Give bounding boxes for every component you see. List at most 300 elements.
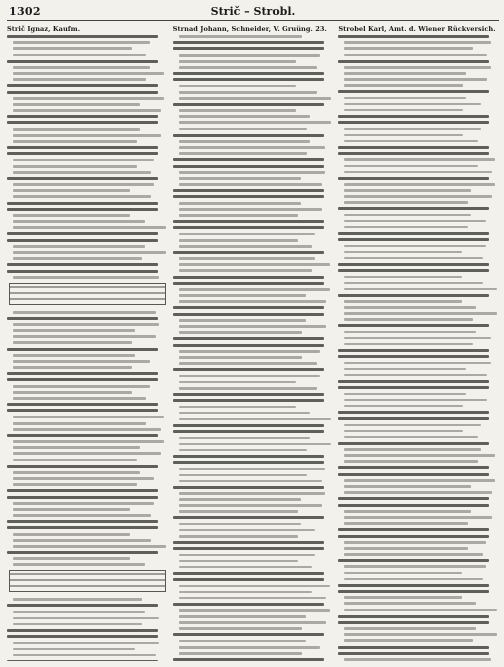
entry-detail-line — [344, 54, 487, 57]
entry-name-line — [338, 269, 489, 272]
entry-name-line — [173, 276, 324, 279]
entry-detail-line — [13, 134, 161, 137]
entry-detail-line — [179, 233, 316, 236]
entry-detail-line — [179, 566, 312, 569]
entry-detail-line — [344, 97, 466, 100]
entry-name-line — [338, 466, 489, 469]
entry-detail-line — [344, 134, 463, 137]
entry-name-line — [338, 207, 489, 210]
entry-detail-line — [13, 452, 161, 455]
entry-name-line — [338, 349, 489, 352]
entry-name-line — [173, 165, 324, 168]
entry-detail-line — [179, 97, 332, 100]
entry-detail-line — [344, 578, 482, 581]
entry-detail-line — [344, 658, 490, 661]
entry-name-line — [7, 403, 158, 406]
entry-name-line — [338, 497, 489, 500]
entry-detail-line — [179, 609, 330, 612]
entry-name-line — [173, 72, 324, 75]
entry-detail-line — [344, 300, 461, 303]
entry-detail-line — [179, 115, 311, 118]
entry-detail-line — [179, 437, 311, 440]
entry-name-line — [338, 417, 489, 420]
entry-name-line — [7, 121, 158, 124]
entry-detail-line — [344, 78, 487, 81]
entry-detail-line — [344, 627, 476, 630]
entry-detail-line — [13, 311, 156, 314]
entry-detail-line — [179, 652, 303, 655]
entry-detail-line — [179, 294, 306, 297]
entry-detail-line — [344, 448, 481, 451]
entry-detail-line — [179, 443, 332, 446]
entry-detail-line — [179, 54, 320, 57]
entry-detail-line — [344, 171, 492, 174]
entry-name-line — [7, 35, 158, 38]
entry-detail-line — [13, 428, 161, 431]
entry-detail-line — [344, 201, 468, 204]
column-2 — [173, 25, 334, 661]
entry-name-line — [7, 520, 158, 523]
entry-name-line — [173, 158, 324, 161]
entry-detail-line — [344, 189, 471, 192]
entry-detail-line — [344, 251, 461, 254]
entry-detail-line — [179, 504, 322, 507]
advertisement-box — [9, 570, 166, 592]
entry-detail-line — [13, 97, 164, 100]
entry-name-line — [7, 372, 158, 375]
entry-detail-line — [344, 491, 492, 494]
entry-detail-line — [344, 140, 477, 143]
entry-detail-line — [13, 611, 145, 614]
entry-name-line — [7, 202, 158, 205]
entry-detail-line — [344, 226, 468, 229]
entry-detail-line — [13, 189, 130, 192]
entry-name-line — [173, 461, 324, 464]
entry-name-line — [7, 115, 158, 118]
entry-detail-line — [13, 354, 135, 357]
entry-detail-line — [344, 84, 463, 87]
entry-name-line — [338, 535, 489, 538]
entry-name-line — [7, 60, 158, 63]
entry-name-line — [173, 399, 324, 402]
entry-name-line — [338, 590, 489, 593]
entry-detail-line — [344, 47, 473, 50]
column-first-line: Strnad Johann, Schneider, V. Gruüng. 23. — [172, 25, 327, 33]
entry-detail-line — [13, 54, 146, 57]
entry-detail-line — [179, 85, 296, 88]
entry-detail-line — [179, 109, 296, 112]
entry-name-line — [7, 660, 158, 661]
entry-detail-line — [344, 547, 468, 550]
entry-detail-line — [179, 449, 308, 452]
entry-name-line — [7, 91, 158, 94]
entry-name-line — [173, 516, 324, 519]
entry-detail-line — [179, 269, 312, 272]
entry-detail-line — [13, 214, 130, 217]
entry-detail-line — [179, 319, 306, 322]
entry-detail-line — [344, 510, 471, 513]
entry-name-line — [7, 348, 158, 351]
entry-detail-line — [344, 424, 481, 427]
entry-lines — [7, 35, 168, 661]
entry-name-line — [173, 47, 324, 50]
entry-name-line — [173, 282, 324, 285]
entry-name-line — [7, 317, 158, 320]
entry-detail-line — [13, 245, 145, 248]
entry-detail-line — [13, 195, 151, 198]
entry-name-line — [338, 646, 489, 649]
entry-name-line — [7, 208, 158, 211]
entry-detail-line — [179, 387, 317, 390]
entry-detail-line — [13, 539, 151, 542]
entry-name-line — [7, 434, 158, 437]
entry-name-line — [173, 572, 324, 575]
entry-detail-line — [344, 72, 466, 75]
entry-detail-line — [179, 331, 303, 334]
entry-detail-line — [344, 516, 492, 519]
entry-name-line — [173, 455, 324, 458]
entry-detail-line — [179, 468, 325, 471]
entry-detail-line — [13, 648, 135, 651]
entry-name-line — [338, 621, 489, 624]
entry-name-line — [338, 559, 489, 562]
entry-detail-line — [13, 514, 151, 517]
entry-name-line — [173, 103, 324, 106]
entry-detail-line — [344, 565, 485, 568]
entry-detail-line — [13, 459, 137, 462]
entry-detail-line — [13, 654, 156, 657]
entry-detail-line — [344, 633, 497, 636]
entry-detail-line — [13, 440, 164, 443]
entry-detail-line — [344, 393, 466, 396]
entry-detail-line — [13, 109, 161, 112]
entry-name-line — [338, 238, 489, 241]
entry-detail-line — [344, 596, 461, 599]
entry-name-line — [173, 658, 324, 661]
entry-detail-line — [344, 245, 485, 248]
entry-name-line — [173, 393, 324, 396]
entry-detail-line — [13, 397, 146, 400]
entry-name-line — [173, 603, 324, 606]
entry-detail-line — [179, 510, 298, 513]
entry-detail-line — [13, 422, 146, 425]
entry-name-line — [7, 496, 158, 499]
entry-detail-line — [13, 502, 154, 505]
entry-detail-line — [344, 128, 481, 131]
entry-detail-line — [13, 329, 135, 332]
entry-name-line — [338, 294, 489, 297]
entry-detail-line — [179, 325, 327, 328]
entry-name-line — [173, 306, 324, 309]
entry-detail-line — [13, 557, 130, 560]
column-first-line: Strobel Karl, Amt. d. Wiener Rückversich. — [338, 25, 496, 33]
entry-name-line — [173, 251, 324, 254]
entry-detail-line — [344, 553, 482, 556]
entry-detail-line — [179, 362, 317, 365]
entry-detail-line — [179, 146, 325, 149]
entry-name-line — [173, 578, 324, 581]
advertisement-box — [9, 283, 166, 305]
entry-detail-line — [344, 195, 492, 198]
entry-detail-line — [344, 158, 495, 161]
entry-name-line — [338, 263, 489, 266]
entry-detail-line — [13, 103, 140, 106]
entry-name-line — [173, 547, 324, 550]
entry-detail-line — [179, 492, 325, 495]
entry-lines — [173, 35, 334, 661]
entry-name-line — [7, 177, 158, 180]
entry-detail-line — [344, 436, 477, 439]
entry-name-line — [338, 121, 489, 124]
entry-detail-line — [179, 121, 332, 124]
entry-name-line — [338, 615, 489, 618]
entry-detail-line — [13, 78, 146, 81]
entry-detail-line — [13, 276, 159, 279]
entry-detail-line — [179, 66, 317, 69]
entry-detail-line — [13, 477, 154, 480]
entry-detail-line — [13, 220, 145, 223]
entry-detail-line — [13, 598, 142, 601]
entry-detail-line — [179, 257, 316, 260]
entry-detail-line — [13, 128, 140, 131]
entry-detail-line — [344, 288, 497, 291]
entry-detail-line — [344, 66, 490, 69]
entry-name-line — [7, 604, 158, 607]
entry-detail-line — [179, 529, 316, 532]
entry-detail-line — [179, 35, 303, 38]
entry-name-line — [7, 551, 158, 554]
entry-detail-line — [179, 140, 311, 143]
column-1 — [7, 25, 168, 661]
entry-detail-line — [13, 623, 142, 626]
entry-detail-line — [344, 282, 482, 285]
entry-detail-line — [179, 640, 306, 643]
entry-detail-line — [179, 591, 312, 594]
entry-name-line — [338, 504, 489, 507]
entry-detail-line — [179, 585, 330, 588]
entry-detail-line — [13, 446, 140, 449]
entry-detail-line — [13, 471, 140, 474]
entry-detail-line — [344, 306, 476, 309]
entry-detail-line — [344, 541, 485, 544]
entry-name-line — [173, 486, 324, 489]
entry-detail-line — [13, 140, 137, 143]
entry-name-line — [338, 473, 489, 476]
entry-detail-line — [13, 563, 145, 566]
column-first-line: Strič Ignaz, Kaufm. — [7, 25, 81, 33]
entry-detail-line — [179, 177, 301, 180]
entry-detail-line — [179, 91, 317, 94]
entry-name-line — [338, 442, 489, 445]
entry-detail-line — [179, 498, 301, 501]
entry-name-line — [7, 409, 158, 412]
entry-detail-line — [344, 214, 471, 217]
entry-detail-line — [13, 165, 137, 168]
entry-name-line — [338, 355, 489, 358]
entry-detail-line — [344, 337, 490, 340]
entry-detail-line — [344, 165, 477, 168]
entry-detail-line — [13, 159, 154, 162]
entry-detail-line — [13, 533, 130, 536]
entry-detail-line — [13, 47, 132, 50]
entry-detail-line — [344, 183, 495, 186]
entry-detail-line — [179, 245, 312, 248]
entry-name-line — [173, 134, 324, 137]
entry-name-line — [338, 152, 489, 155]
entry-detail-line — [344, 343, 473, 346]
entry-name-line — [338, 528, 489, 531]
entry-name-line — [338, 232, 489, 235]
entry-detail-line — [13, 341, 132, 344]
entry-name-line — [7, 239, 158, 242]
entry-detail-line — [179, 535, 298, 538]
entry-name-line — [173, 541, 324, 544]
entry-detail-line — [344, 312, 497, 315]
entry-name-line — [7, 146, 158, 149]
entry-detail-line — [179, 288, 330, 291]
entry-detail-line — [344, 220, 485, 223]
entry-detail-line — [13, 257, 142, 260]
entry-detail-line — [13, 385, 150, 388]
entry-detail-line — [344, 41, 490, 44]
entry-name-line — [173, 368, 324, 371]
entry-detail-line — [13, 226, 166, 229]
entry-detail-line — [13, 251, 166, 254]
entry-name-line — [7, 489, 158, 492]
entry-detail-line — [179, 128, 308, 131]
entry-detail-line — [13, 72, 164, 75]
entry-detail-line — [179, 597, 327, 600]
entry-detail-line — [179, 412, 311, 415]
entry-detail-line — [13, 360, 150, 363]
entry-detail-line — [344, 454, 495, 457]
entry-name-line — [338, 652, 489, 655]
entry-name-line — [338, 411, 489, 414]
entry-detail-line — [344, 368, 466, 371]
entry-detail-line — [179, 560, 298, 563]
entry-name-line — [7, 84, 158, 87]
entry-name-line — [338, 146, 489, 149]
entry-detail-line — [13, 617, 159, 620]
entry-detail-line — [179, 474, 308, 477]
entry-name-line — [173, 226, 324, 229]
entry-detail-line — [179, 263, 330, 266]
entry-detail-line — [179, 239, 298, 242]
entry-detail-line — [344, 405, 463, 408]
entry-name-line — [338, 90, 489, 93]
entry-detail-line — [344, 318, 473, 321]
entry-detail-line — [179, 202, 301, 205]
entry-name-line — [173, 424, 324, 427]
entry-detail-line — [13, 41, 150, 44]
entry-detail-line — [344, 522, 468, 525]
entry-name-line — [173, 195, 324, 198]
page-number: 1302 — [9, 5, 41, 18]
entry-name-line — [173, 337, 324, 340]
entry-detail-line — [179, 615, 306, 618]
entry-detail-line — [179, 375, 320, 378]
entry-name-line — [338, 584, 489, 587]
entry-name-line — [338, 380, 489, 383]
entry-detail-line — [344, 639, 473, 642]
entry-detail-line — [179, 214, 298, 217]
entry-detail-line — [179, 183, 322, 186]
entry-detail-line — [179, 381, 296, 384]
entry-detail-line — [13, 366, 132, 369]
entry-name-line — [338, 115, 489, 118]
entry-detail-line — [344, 276, 461, 279]
entry-detail-line — [13, 508, 130, 511]
entry-name-line — [7, 526, 158, 529]
entry-detail-line — [13, 323, 159, 326]
entry-detail-line — [344, 609, 497, 612]
entry-name-line — [7, 152, 158, 155]
entry-detail-line — [344, 109, 463, 112]
entry-detail-line — [344, 460, 477, 463]
entry-detail-line — [13, 66, 150, 69]
entry-name-line — [7, 232, 158, 235]
page-header — [7, 6, 499, 21]
entry-name-line — [7, 270, 158, 273]
column-3 — [338, 25, 499, 661]
entry-detail-line — [344, 602, 476, 605]
entry-name-line — [338, 60, 489, 63]
entry-name-line — [173, 313, 324, 316]
entry-name-line — [173, 78, 324, 81]
entry-detail-line — [179, 350, 320, 353]
entry-name-line — [173, 189, 324, 192]
entry-name-line — [7, 629, 158, 632]
entry-detail-line — [179, 406, 296, 409]
entry-detail-line — [179, 208, 322, 211]
entry-name-line — [7, 263, 158, 266]
entry-detail-line — [179, 300, 327, 303]
entry-detail-line — [344, 399, 487, 402]
entry-detail-line — [344, 257, 482, 260]
entry-detail-line — [13, 335, 156, 338]
running-head: Strič – Strobl. — [210, 5, 296, 18]
entry-detail-line — [13, 483, 137, 486]
entry-name-line — [7, 378, 158, 381]
entry-detail-line — [179, 171, 325, 174]
entry-lines — [338, 35, 499, 661]
entry-detail-line — [13, 171, 151, 174]
entry-detail-line — [179, 554, 316, 557]
entry-detail-line — [344, 103, 481, 106]
entry-detail-line — [344, 331, 476, 334]
entry-detail-line — [344, 572, 461, 575]
entry-detail-line — [179, 418, 332, 421]
entry-detail-line — [13, 545, 166, 548]
entry-detail-line — [179, 152, 308, 155]
entry-name-line — [338, 35, 489, 38]
entry-detail-line — [179, 60, 296, 63]
entry-name-line — [173, 430, 324, 433]
entry-name-line — [173, 633, 324, 636]
entry-detail-line — [179, 523, 301, 526]
entry-name-line — [7, 635, 158, 638]
entry-detail-line — [344, 374, 487, 377]
entry-columns — [7, 25, 499, 661]
entry-name-line — [173, 220, 324, 223]
entry-detail-line — [344, 479, 495, 482]
entry-name-line — [338, 177, 489, 180]
entry-name-line — [338, 324, 489, 327]
entry-detail-line — [13, 416, 164, 419]
entry-detail-line — [344, 362, 490, 365]
entry-detail-line — [13, 391, 132, 394]
entry-detail-line — [13, 183, 154, 186]
